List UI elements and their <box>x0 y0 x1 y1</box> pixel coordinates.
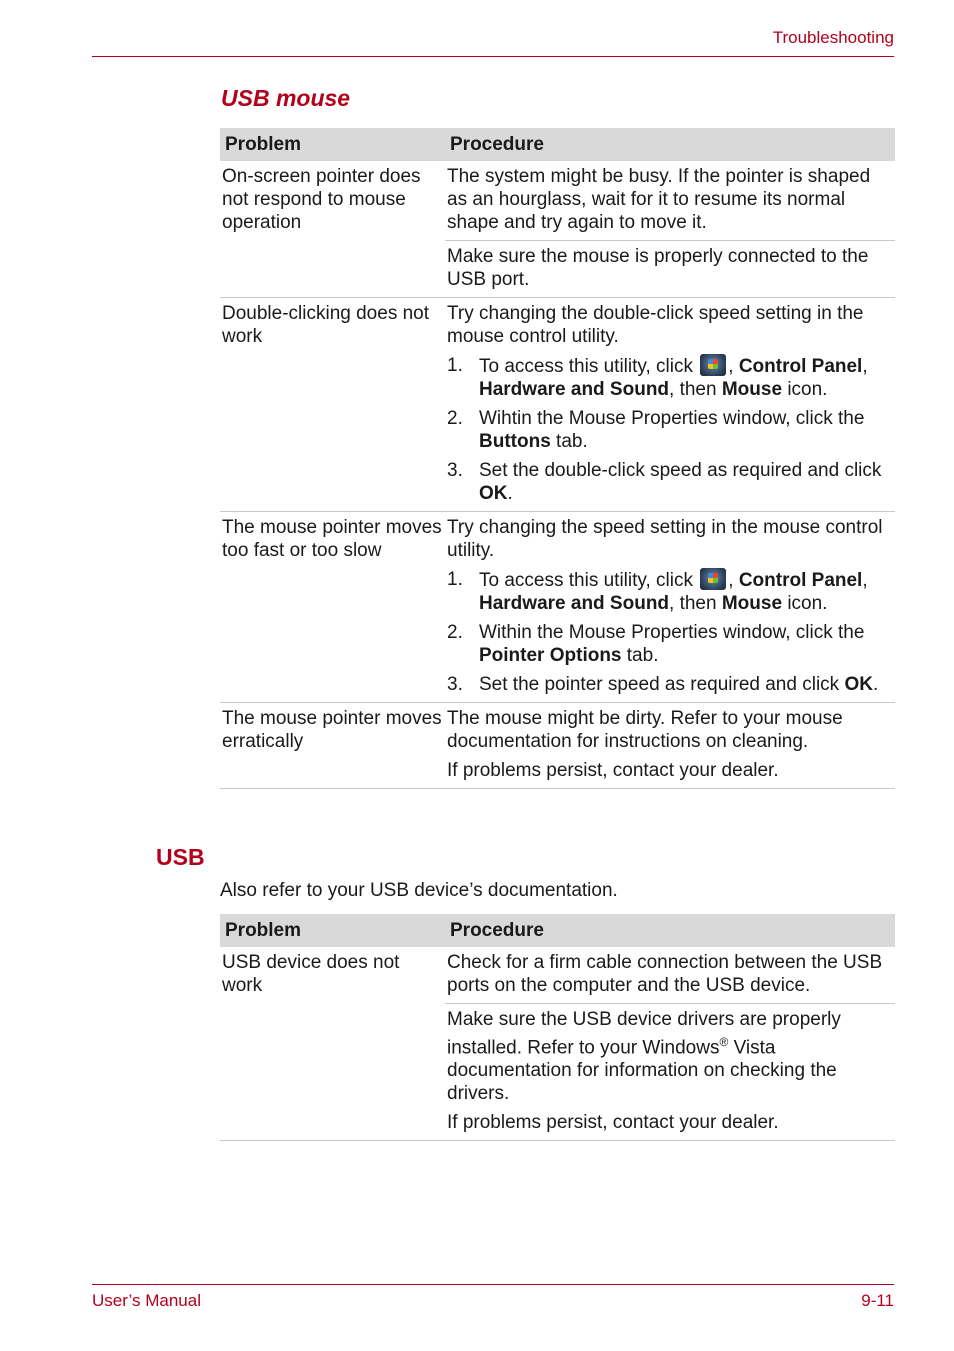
windows-start-icon <box>700 354 726 376</box>
windows-start-icon <box>700 568 726 590</box>
list-item: 1. To access this utility, click , Control Panel, Hardware and Sound, then Mouse icon. <box>447 355 868 400</box>
footer-manual-title: User’s Manual <box>92 1291 201 1310</box>
procedure-intro: Try changing the double-click speed setting in the mouse control utility. <box>447 303 864 347</box>
procedure-cell <box>445 512 895 696</box>
procedure-cell: Make sure the mouse is properly connected to the USB port. <box>445 240 895 297</box>
table-row <box>220 512 895 703</box>
problem-cell: Double-clicking does not work <box>222 303 430 347</box>
table-row <box>220 298 895 512</box>
list-item: 3. Set the pointer speed as required and click OK. <box>447 674 879 695</box>
problem-cell: On-screen pointer does not respond to mouse operation <box>222 166 421 233</box>
list-item: 2. Within the Mouse Properties window, click the Pointer Options tab. <box>447 622 865 666</box>
procedure-cell: Check for a firm cable connection between the USB ports on the computer and the USB device. <box>447 952 883 996</box>
list-item: 1. To access this utility, click , Control Panel, Hardware and Sound, then Mouse icon. <box>447 569 868 614</box>
table-row <box>220 947 895 1141</box>
table-header <box>220 128 895 161</box>
procedure-cell: The system might be busy. If the pointer is shaped as an hourglass, wait for it to resume its normal shape and try again to move it. <box>447 166 871 233</box>
table-row <box>220 703 895 789</box>
problem-cell: The mouse pointer moves too fast or too slow <box>222 517 442 561</box>
column-header-problem: Problem <box>225 920 302 941</box>
usb-mouse-table <box>220 128 895 789</box>
procedure-intro: Try changing the speed setting in the mouse control utility. <box>447 517 883 561</box>
column-header-procedure: Procedure <box>450 920 544 941</box>
problem-cell: USB device does not work <box>222 952 400 996</box>
header-rule <box>92 56 894 57</box>
procedure-steps <box>447 354 891 505</box>
procedure-cell <box>445 298 895 505</box>
page-number: 9-11 <box>861 1291 894 1310</box>
footer-rule <box>92 1284 894 1285</box>
list-item: 3. Set the double-click speed as required and click OK. <box>447 460 882 504</box>
problem-cell: The mouse pointer moves erratically <box>222 708 442 752</box>
section-title-usb-mouse: USB mouse <box>221 85 351 111</box>
table-header <box>220 914 895 947</box>
procedure-steps <box>447 568 891 696</box>
usb-intro: Also refer to your USB device’s documentation. <box>220 880 618 901</box>
procedure-cell: The mouse might be dirty. Refer to your mouse documentation for instructions on cleaning. If problems persist, contact your dealer. <box>447 708 843 781</box>
table-row <box>220 161 895 298</box>
column-header-procedure: Procedure <box>450 134 544 155</box>
list-item: 2. Wihtin the Mouse Properties window, click the Buttons tab. <box>447 408 865 452</box>
column-header-problem: Problem <box>225 134 302 155</box>
usb-table <box>220 914 895 1141</box>
procedure-cell: Make sure the USB device drivers are properly installed. Refer to your Windows® Vista documentation for information on checking the drivers. If problems persist, contact your dealer. <box>445 1003 895 1140</box>
section-title-usb: USB <box>156 844 205 870</box>
running-header: Troubleshooting <box>772 28 894 47</box>
